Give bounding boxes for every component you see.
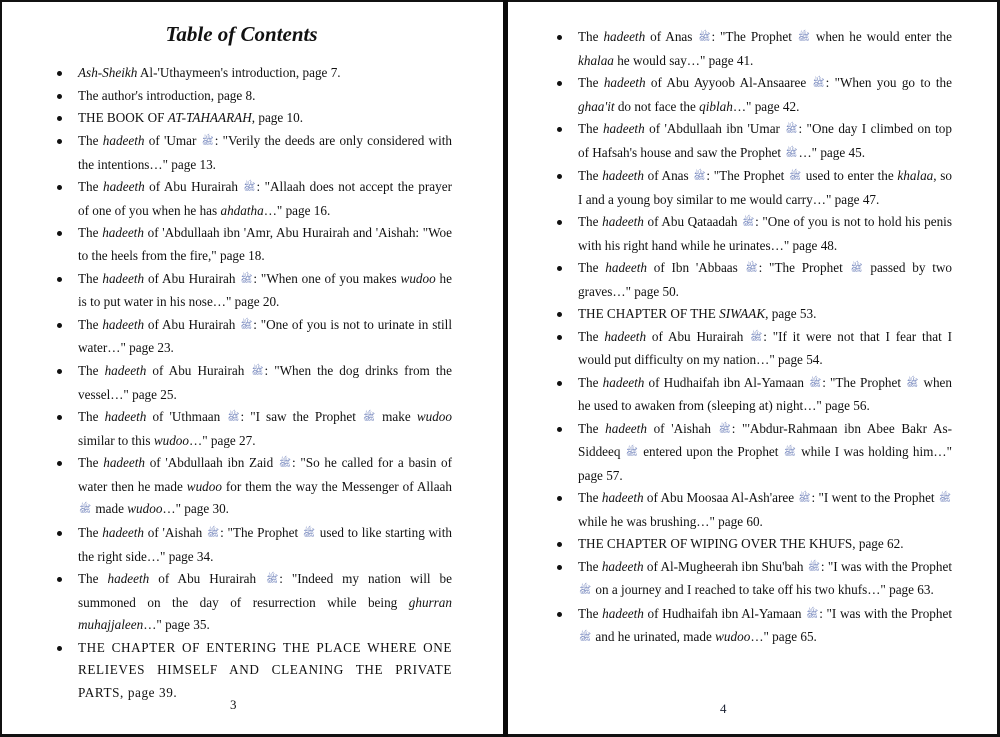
entry-text: of 'Aishah [646, 420, 718, 436]
entry-text: : "Allaah does not accept the prayer of one of you when he has [78, 179, 452, 218]
toc-entry [556, 533, 952, 556]
entry-text: The [78, 525, 103, 541]
bullet-icon [557, 427, 562, 432]
toc-entry [556, 257, 952, 303]
entry-text: made [92, 501, 128, 517]
entry-text: of Abu Hurairah [144, 270, 240, 286]
entry-text: of Hudhaifah ibn Al-Yamaan [644, 374, 809, 390]
entry-text: hadeeth [602, 121, 645, 136]
honorific-companion-icon: ﷺ [742, 217, 755, 228]
toc-list-left [56, 62, 452, 705]
entry-text: wudoo [186, 478, 222, 494]
entry-text: make [376, 409, 417, 425]
entry-text: of Hudhaifah ibn Al-Yamaan [643, 605, 806, 621]
toc-list-right [556, 26, 952, 650]
entry-text: : "The Prophet [758, 260, 850, 275]
entry-text: The [578, 121, 603, 136]
entry-text: qiblah [699, 98, 733, 114]
entry-text: when he used to awaken from (sleeping at) night…" page 56. [578, 374, 953, 413]
entry-text: of Abu Ayyoob Al-Ansaaree [645, 75, 812, 90]
entry-text: …" page 27. [189, 432, 256, 448]
page-title: Table of Contents [165, 22, 318, 46]
entry-text: : "One of you is not to hold his penis with his right hand while he urinates…" page 48. [578, 214, 952, 253]
entry-text: …" page 30. [162, 501, 229, 517]
entry-text: while he was brushing…" page 60. [578, 513, 763, 529]
entry-text: The [578, 374, 603, 390]
entry-text: The [578, 214, 603, 229]
entry-text: ghurran muhajjaleen [78, 594, 452, 633]
honorific-companion-icon: ﷺ [718, 423, 731, 435]
bullet-icon [557, 542, 562, 547]
entry-text: The [578, 75, 604, 90]
toc-entry [556, 165, 952, 211]
bullet-icon [557, 127, 562, 132]
entry-text: : "When you go to the [825, 75, 952, 90]
bullet-icon [57, 185, 62, 190]
entry-text: The [78, 179, 103, 195]
honorific-companion-icon: ﷺ [251, 366, 264, 377]
entry-text: : "One day I climbed on top of Hafsah's house and saw the Prophet [578, 121, 952, 160]
entry-text: THE CHAPTER OF THE [578, 306, 720, 321]
toc-entry [56, 637, 452, 705]
bullet-icon [57, 139, 62, 144]
entry-text: : "If it were not that I fear that I would put difficulty on my nation…" page 54. [578, 328, 952, 367]
entry-text: used to like starting with the right side…" page 34. [78, 525, 452, 564]
entry-text: of 'Aishah [144, 525, 206, 541]
entry-text: The [578, 420, 606, 436]
toc-entry [56, 522, 452, 568]
honorific-prophet-icon: ﷺ [785, 147, 798, 159]
toc-entry [56, 360, 452, 406]
entry-text: ahdatha [220, 202, 264, 218]
toc-entry [56, 85, 452, 108]
toc-entry [56, 452, 452, 522]
entry-text: do not face the [614, 98, 700, 114]
entry-text: …" page 42. [732, 98, 800, 114]
honorific-prophet-icon: ﷺ [79, 504, 92, 516]
entry-text: Ash-Sheikh [78, 65, 138, 80]
entry-text: The [78, 316, 103, 332]
entry-text: The [78, 455, 104, 471]
honorific-companion-icon: ﷺ [809, 377, 822, 389]
honorific-prophet-icon: ﷺ [850, 263, 863, 274]
toc-entry [556, 118, 952, 165]
honorific-companion-icon: ﷺ [240, 273, 253, 285]
toc-entry [56, 176, 452, 222]
entry-text: The [578, 260, 606, 275]
entry-text: similar to this [78, 432, 154, 448]
entry-text: wudoo [153, 432, 189, 448]
entry-text: of Anas [643, 168, 693, 183]
honorific-companion-icon: ﷺ [240, 319, 253, 331]
honorific-companion-icon: ﷺ [785, 124, 798, 135]
bullet-icon [557, 312, 562, 317]
entry-text: The [78, 133, 103, 149]
entry-text: of 'Uthmaan [146, 409, 227, 425]
entry-text: The [578, 605, 603, 621]
entry-text: wudoo [400, 270, 436, 286]
entry-text: The [78, 363, 105, 378]
entry-text: The [78, 571, 108, 587]
entry-text: : "The Prophet [822, 374, 906, 390]
entry-text: of Abu Hurairah [146, 363, 251, 378]
page-number: 3 [230, 697, 237, 712]
entry-text: : "The Prophet [706, 168, 789, 183]
bullet-icon [557, 496, 562, 501]
entry-text: : "I saw the Prophet [240, 409, 362, 425]
entry-text: THE CHAPTER OF ENTERING THE PLACE WHERE ONE RELIEVES HIMSELF AND CLEANING THE PRIVATE PARTS, page 39. [78, 639, 452, 700]
honorific-prophet-icon: ﷺ [579, 585, 592, 596]
entry-text: The [578, 558, 602, 574]
entry-text: of Al-Mugheerah ibn Shu'bah [643, 558, 807, 574]
entry-text: hadeeth [107, 571, 150, 587]
honorific-companion-icon: ﷺ [698, 32, 711, 43]
entry-text: hadeeth [601, 490, 644, 505]
toc-entry [556, 556, 952, 603]
bullet-icon [557, 612, 562, 617]
toc-entry [56, 406, 452, 452]
honorific-companion-icon: ﷺ [207, 528, 220, 540]
entry-text: passed by two graves…" page 50. [578, 260, 952, 299]
entry-text: The [78, 225, 103, 241]
bullet-icon [57, 461, 62, 466]
entry-text: hadeeth [602, 214, 644, 229]
bullet-icon [57, 71, 62, 76]
entry-text: : "I was with the Prophet [820, 558, 952, 574]
entry-text: khalaa [897, 168, 934, 183]
bullet-icon [57, 277, 62, 282]
entry-text: wudoo [416, 409, 452, 425]
honorific-prophet-icon: ﷺ [789, 171, 802, 182]
honorific-companion-icon: ﷺ [807, 561, 820, 573]
entry-text: hadeeth [605, 420, 647, 436]
right-page [508, 0, 998, 737]
entry-text: , page 53. [765, 306, 817, 321]
entry-text: ghaa'it [578, 98, 615, 114]
entry-text: hadeeth [102, 525, 145, 541]
entry-text: hadeeth [602, 374, 645, 390]
entry-text: of Anas [645, 29, 698, 44]
toc-entry [556, 72, 952, 118]
honorific-companion-icon: ﷺ [201, 136, 214, 148]
honorific-companion-icon: ﷺ [227, 412, 240, 424]
entry-text: of Abu Hurairah [144, 179, 243, 195]
entry-text: AT-TAHAARAH [167, 110, 252, 126]
entry-text: : "The Prophet [711, 29, 797, 44]
bullet-icon [57, 415, 62, 420]
toc-entry [56, 314, 452, 360]
toc-entry [556, 418, 952, 488]
entry-text: hadeeth [102, 270, 145, 286]
honorific-companion-icon: ﷺ [745, 263, 758, 274]
toc-entry [556, 603, 952, 650]
entry-text: hadeeth [602, 168, 644, 183]
toc-entry [56, 268, 452, 314]
entry-text: of 'Abdullaah ibn 'Amr, Abu Hurairah and 'Aishah: "Woe to the heels from the fire," page 18. [78, 225, 452, 263]
entry-text: and he urinated, made [592, 629, 716, 644]
bullet-icon [57, 369, 62, 374]
entry-text: The [78, 409, 105, 425]
entry-text: …" page 35. [143, 617, 210, 633]
entry-text: SIWAAK [719, 306, 766, 321]
entry-text: The author's introduction, page 8. [78, 87, 256, 103]
toc-entry [556, 487, 952, 533]
honorific-companion-icon: ﷺ [693, 171, 706, 182]
page-number: 4 [720, 701, 727, 716]
bullet-icon [557, 35, 562, 40]
bullet-icon [57, 231, 62, 236]
entry-text: …" page 45. [798, 144, 866, 160]
honorific-prophet-icon: ﷺ [362, 412, 376, 424]
entry-text: when he would enter the [810, 29, 952, 44]
honorific-prophet-icon: ﷺ [797, 32, 810, 43]
entry-text: of Abu Hurairah [144, 316, 240, 332]
bullet-icon [57, 94, 62, 99]
entry-text: on a journey and I reached to take off his two khufs…" page 63. [592, 582, 934, 597]
toc-entry [556, 26, 952, 72]
honorific-companion-icon: ﷺ [243, 182, 256, 194]
entry-text: …" page 65. [750, 629, 817, 644]
entry-text: THE CHAPTER OF WIPING OVER THE KHUFS, page 62. [578, 536, 904, 551]
entry-text: of Abu Hurairah [646, 328, 750, 344]
entry-text: : "Indeed my nation will be summoned on the day of resurrection while being [78, 571, 452, 610]
entry-text: wudoo [127, 501, 163, 517]
entry-text: , page 10. [251, 110, 304, 126]
honorific-companion-icon: ﷺ [750, 331, 763, 343]
entry-text: : "When one of you makes [253, 270, 401, 286]
entry-text: he is to put water in his nose…" page 20. [78, 270, 452, 310]
entry-text: hadeeth [601, 558, 644, 574]
toc-entry [556, 326, 952, 372]
bullet-icon [557, 220, 562, 225]
entry-text: of 'Abdullaah ibn Zaid [144, 455, 278, 471]
bullet-icon [557, 565, 562, 570]
entry-text: THE BOOK OF [78, 110, 168, 126]
entry-text: hadeeth [102, 179, 145, 195]
bullet-icon [557, 81, 562, 86]
honorific-companion-icon: ﷺ [266, 574, 279, 586]
entry-text: of Abu Hurairah [149, 571, 266, 587]
toc-entry [56, 130, 452, 176]
entry-text: hadeeth [104, 409, 147, 425]
entry-text: : "The Prophet [220, 525, 302, 541]
entry-text: wudoo [715, 629, 751, 644]
entry-text: entered upon the Prophet [638, 444, 783, 459]
entry-text: hadeeth [102, 316, 145, 332]
entry-text: hadeeth [605, 260, 648, 275]
toc-entry [556, 303, 952, 326]
bullet-icon [57, 116, 62, 121]
entry-text: of 'Umar [144, 133, 201, 149]
entry-text: hadeeth [604, 328, 647, 344]
entry-text: The [578, 168, 603, 183]
entry-text: of Ibn 'Abbaas [647, 260, 745, 275]
honorific-prophet-icon: ﷺ [938, 493, 952, 504]
entry-text: : "I was with the Prophet [819, 605, 952, 621]
bullet-icon [57, 577, 62, 582]
entry-text: for them the way the Messenger of Allaah [221, 478, 452, 494]
entry-text: hadeeth [603, 29, 646, 44]
entry-text: of Abu Moosaa Al-Ash'aree [643, 490, 798, 505]
entry-text: hadeeth [102, 133, 145, 149]
entry-text: Al-'Uthaymeen's introduction, page 7. [137, 65, 341, 80]
entry-text: khalaa [578, 52, 614, 68]
entry-text: The [578, 29, 604, 44]
honorific-prophet-icon: ﷺ [302, 528, 316, 540]
toc-entry [56, 568, 452, 637]
honorific-companion-icon: ﷺ [812, 78, 825, 89]
entry-text: : "I went to the Prophet [811, 490, 938, 505]
entry-text: he would say…" page 41. [613, 52, 754, 68]
bullet-icon [557, 335, 562, 340]
entry-text: hadeeth [104, 363, 147, 378]
bullet-icon [57, 531, 62, 536]
entry-text: of 'Abdullaah ibn 'Umar [644, 121, 785, 136]
toc-entry [56, 107, 452, 130]
honorific-companion-icon: ﷺ [798, 493, 811, 504]
honorific-prophet-icon: ﷺ [906, 377, 919, 389]
bullet-icon [557, 174, 562, 179]
entry-text: while I was holding him…" page 57. [578, 444, 952, 483]
entry-text: : "When the dog drinks from the vessel…" page 25. [78, 363, 452, 402]
entry-text: hadeeth [102, 225, 144, 241]
honorific-companion-icon: ﷺ [278, 458, 291, 470]
toc-entry [56, 62, 452, 85]
toc-entry [56, 222, 452, 267]
entry-text: : "'Abdur-Rahmaan ibn Abee Bakr As-Siddeeq [578, 420, 952, 459]
toc-entry [556, 211, 952, 257]
entry-text: …" page 16. [263, 202, 331, 218]
entry-text: hadeeth [603, 75, 646, 90]
bullet-icon [557, 266, 562, 271]
entry-text: used to enter the [802, 168, 898, 183]
bullet-icon [557, 381, 562, 386]
honorific-companion-icon: ﷺ [625, 447, 638, 458]
entry-text: : "Verily the deeds are only considered with the intentions…" page 13. [78, 133, 452, 172]
entry-text: hadeeth [602, 605, 644, 621]
entry-text: hadeeth [103, 455, 145, 471]
honorific-prophet-icon: ﷺ [579, 632, 592, 643]
entry-text: The [78, 270, 103, 286]
entry-text: , so I and a young boy similar to me would carry…" page 47. [578, 168, 952, 207]
bullet-icon [57, 323, 62, 328]
entry-text: : "So he called for a basin of water then he made [78, 455, 452, 494]
bullet-icon [57, 646, 62, 651]
toc-entry [556, 372, 952, 418]
entry-text: The [578, 490, 602, 505]
entry-text: of Abu Qataadah [643, 214, 742, 229]
entry-text: : "One of you is not to urinate in still water…" page 23. [78, 316, 452, 356]
entry-text: The [578, 328, 605, 344]
honorific-companion-icon: ﷺ [806, 608, 819, 620]
honorific-prophet-icon: ﷺ [783, 447, 796, 458]
